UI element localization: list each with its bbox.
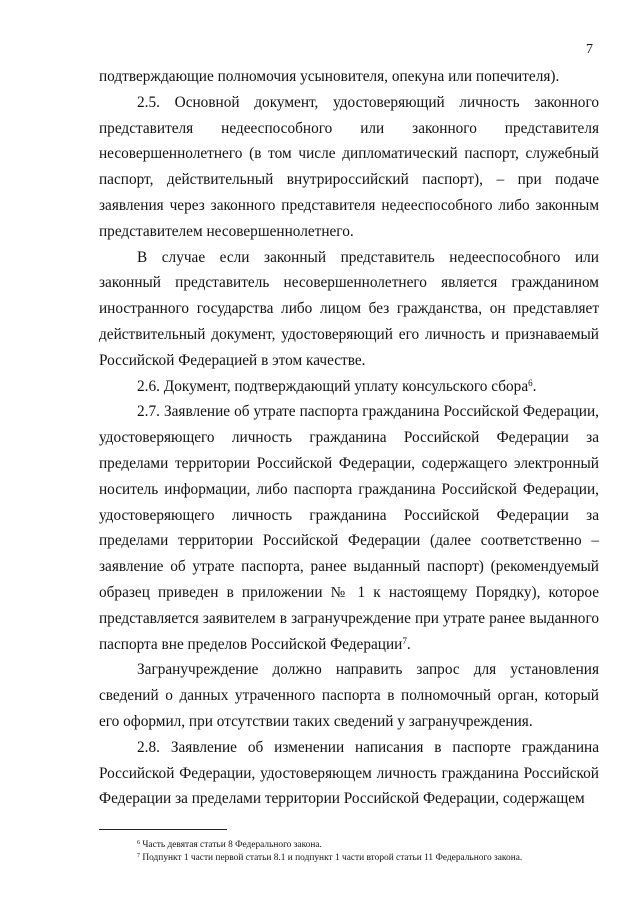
paragraph-continuation: подтверждающие полномочия усыновителя, опекуна или попечителя).	[99, 68, 560, 85]
footnote-ref-7: 7	[402, 635, 407, 646]
footnote-divider	[99, 829, 227, 830]
paragraph-consulate-request: Загранучреждение должно направить запрос для установления сведений о данных утраченного паспорта в полномочный орган, который его оформил, при отсутствии таких сведений у загранучреждения.	[99, 661, 599, 730]
body-text	[99, 64, 599, 812]
paragraph-2-5: 2.5. Основной документ, удостоверяющий личность законного представителя недееспособного или законного представителя несовершеннолетнего (в том числе дипломатический паспорт, служебный паспорт, действительный внутрироссийский паспорт), – при подаче заявления через законного представителя недееспособного либо законным представителем несовершеннолетнего.	[99, 93, 599, 240]
paragraph-2-8: 2.8. Заявление об изменении написания в паспорте гражданина Российской Федерации, удостоверяющем личность гражданина Российской Федерации за пределами территории Российской Федерации, содержащем	[99, 738, 599, 808]
page-number: 7	[586, 42, 593, 57]
paragraph-2-6: 2.6. Документ, подтверждающий уплату консульского сбора$^6$.	[137, 377, 537, 395]
footnote-6: $^6$ Часть девятая статьи 8 Федерального закона.	[137, 840, 322, 850]
paragraph-foreign-representative: В случае если законный представитель недееспособного или законный представитель несовершеннолетнего является гражданином иностранного государства либо лицом без гражданства, он представляет действительный документ, удостоверяющий его личность и признаваемый Российской Федерацией в этом качестве.	[99, 248, 599, 369]
footnotes	[137, 839, 607, 865]
paragraph-2-7: 2.7. Заявление об утрате паспорта гражданина Российской Федерации, удостоверяющего личность гражданина Российской Федерации за пределами территории Российской Федерации, содержащего электронный носитель информации, либо паспорта гражданина Российской Федерации, удостоверяющего личность гражданина Российской Федерации за пределами территории Российской Федерации (далее соответственно – заявление об утрате паспорта, ранее выданный паспорт) (рекомендуемый образец приведен в приложении № 1 к настоящему Порядку), которое представляется заявителем в загранучреждение при утрате ранее выданного паспорта вне пределов Российской Федерации$^7$.	[99, 403, 599, 653]
footnote-ref-6: 6	[528, 377, 533, 388]
footnote-7: $^7$ Подпункт 1 части первой статьи 8.1 и подпункт 1 части второй статьи 11 Федерального закона.	[137, 853, 523, 863]
